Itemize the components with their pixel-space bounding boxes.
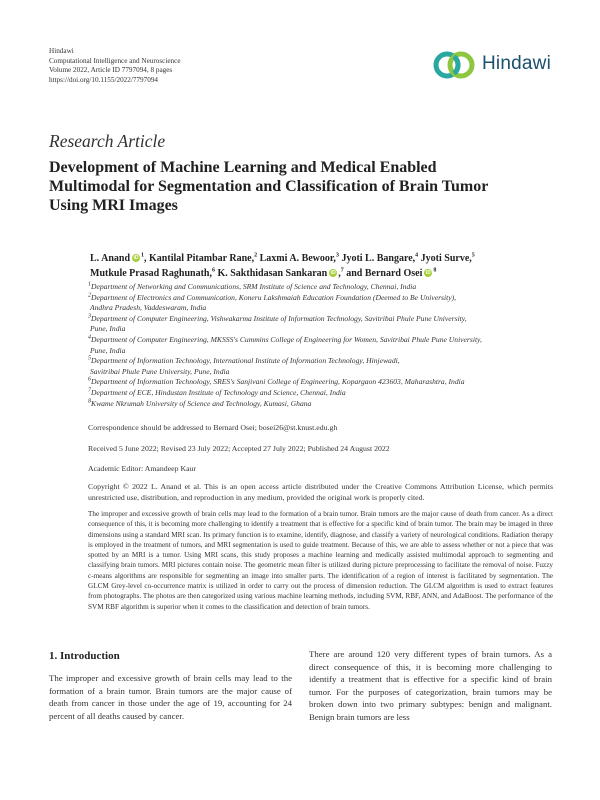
hindawi-logo-icon — [432, 47, 478, 83]
affiliation-3-cont: Pune, India — [90, 324, 126, 334]
body-column-left — [49, 672, 292, 722]
affiliation-num: 3 — [88, 313, 91, 320]
affiliation-8 — [88, 399, 568, 410]
author-sup: 2 — [254, 252, 258, 259]
author-line-1: L. Anand iD $^1$, Kantilal Pitambar Rane,$^2$ Laxmi A. Bewoor,$^3$ Jyoti L. Bangare,$^4$ Jyoti Surve,$^5$ — [90, 252, 475, 264]
affiliation-num: 2 — [88, 292, 91, 299]
orcid-icon[interactable]: iD — [133, 254, 139, 261]
author-sup: 8 — [433, 267, 437, 274]
publisher-name: Hindawi — [49, 47, 74, 55]
affiliation-text: Department of Information Technology, International Institute of Information Technology, Hinjewadi, — [91, 356, 400, 366]
affiliation-5-cont: Savitribai Phule Pune University, Pune, India — [90, 366, 230, 376]
author-sup: 4 — [415, 252, 419, 259]
body-column-right — [309, 648, 552, 723]
correspondence: Correspondence should be addressed to Bernard Osei; bosei26@st.knust.edu.gh — [88, 423, 338, 432]
author-sup: 6 — [211, 267, 215, 274]
body-paragraph: There are around 120 very different types of brain tumors. As a direct consequence of this, it is becoming more challenging to identify a treatment that is effective for a specific kind of brain tumor. For the purposes of categorization, brain tumors may be broken down into two primary subtypes: benign and malignant. Benign brain tumors are less — [309, 649, 552, 722]
affiliation-num: 7 — [88, 387, 91, 394]
affiliation-text: Department of Computer Engineering, MKSSS's Cummins College of Engineering for Women, Savitribai Phule Pune University, — [91, 334, 482, 344]
author-name: Laxmi A. Bewoor, — [259, 253, 336, 264]
author-list — [90, 251, 570, 281]
affiliation-7 — [88, 388, 568, 399]
affiliation-4-cont: Pune, India — [90, 345, 126, 355]
affiliation-text: Department of Electronics and Communication, Koneru Lakshmaiah Education Foundation (Deemed to Be University), — [91, 292, 457, 302]
affiliation-text: Department of Computer Engineering, Vishwakarma Institute of Information Technology, Savitribai Phule Pune University, — [91, 313, 467, 323]
affiliations — [88, 282, 568, 409]
author-line-2: Mutkule Prasad Raghunath,$^6$ K. Sakthidasan Sankaran iD ,$^7$ and Bernard Osei iD $^8$ — [90, 267, 437, 279]
section-heading: 1. Introduction — [49, 650, 120, 662]
affiliation-num: 8 — [88, 398, 91, 404]
affiliation-2 — [88, 293, 568, 304]
logo-text: Hindawi — [482, 53, 551, 74]
author-name: Mutkule Prasad Raghunath, — [90, 268, 212, 279]
doi-link[interactable]: https://doi.org/10.1155/2022/7797094 — [49, 75, 159, 84]
author-sup: 1 — [141, 252, 145, 259]
author-name: and Bernard Osei — [346, 268, 423, 279]
academic-editor: Academic Editor: Amandeep Kaur — [88, 464, 197, 473]
author-sup: 7 — [340, 267, 344, 274]
affiliation-text: Department of Networking and Communications, SRM Institute of Science and Technology, Chennai, India — [91, 282, 417, 291]
copyright-notice: Copyright © 2022 L. Anand et al. This is an open access article distributed under the Creative Commons Attribution License, which permits unrestricted use, distribution, and reproduction in any medium, provided the original work is properly cited. — [88, 482, 553, 502]
orcid-icon[interactable]: iD — [330, 269, 336, 276]
author-name: K. Sakthidasan Sankaran — [217, 268, 328, 279]
hindawi-logo[interactable] — [432, 47, 562, 83]
affiliation-text: Department of Information Technology, SRES's Sanjivani College of Engineering, Kopargaon 423603, Maharashtra, India — [91, 377, 465, 387]
affiliation-1 — [88, 282, 568, 293]
author-name: L. Anand — [90, 253, 131, 264]
paper-title — [49, 158, 569, 215]
title-line: Using MRI Images — [49, 197, 178, 214]
affiliation-num: 1 — [88, 281, 91, 288]
abstract-text: The improper and excessive growth of brain cells may lead to the formation of a brain tumor. Brain tumors are the major cause of death from cancer. As a direct consequence of this, it is becoming more challenging to identify a treatment that is effective for a specific kind of brain tumor. The brain may be imaged in three dimensions using a standard MRI scan. Its primary function is to examine, identify, diagnose, and classify a variety of neurological conditions. Radiation therapy is employed in the treatment of tumors, and MRI segmentation is used to guide treatment. Because of this, we are able to assess whether or not a piece that was spotted by an MRI is a tumor. Using MRI scans, this study proposes a machine learning and medically assisted multimodal approach to segmenting and classifying brain tumors. MRI pictures contain noise. The geometric mean filter is utilized during picture preprocessing to facilitate the removal of noise. Fuzzy c-means algorithms are responsible for segmenting an image into smaller parts. The identification of a region of interest is facilitated by segmentation. The GLCM Grey-level co-occurrence matrix is utilized in order to carry out the process of dimension reduction. The GLCM algorithm is used to extract features from photographs. The photos are then categorized using various machine learning methods, including SVM, RBF, ANN, and AdaBoost. The performance of the SVM RBF algorithm is superior when it comes to the classification and detection of brain tumors. — [88, 510, 553, 611]
journal-info — [49, 47, 181, 85]
affiliation-text: Department of ECE, Hindustan Institute of Technology and Science, Chennai, India — [91, 387, 346, 397]
abstract — [88, 509, 553, 612]
affiliation-6 — [88, 377, 568, 388]
journal-name: Computational Intelligence and Neuroscience — [49, 56, 181, 65]
title-line: Multimodal for Segmentation and Classification of Brain Tumor — [49, 178, 489, 195]
author-name: Jyoti Surve, — [420, 253, 472, 264]
author-sup: 5 — [471, 252, 475, 259]
orcid-icon[interactable]: iD — [425, 269, 431, 276]
author-name: Kantilal Pitambar Rane, — [149, 253, 255, 264]
publication-dates: Received 5 June 2022; Revised 23 July 2022; Accepted 27 July 2022; Published 24 August 2022 — [88, 444, 390, 453]
volume-info: Volume 2022, Article ID 7797094, 8 pages — [49, 66, 173, 75]
affiliation-4 — [88, 335, 568, 346]
affiliation-num: 6 — [88, 376, 91, 383]
affiliation-2-cont: Andhra Pradesh, Vaddeswaram, India — [90, 303, 207, 313]
article-type: Research Article — [49, 131, 166, 151]
affiliation-3 — [88, 314, 568, 325]
author-sup: 3 — [335, 252, 339, 259]
affiliation-num: 5 — [88, 355, 91, 362]
affiliation-text: Kwame Nkrumah University of Science and Technology, Kumasi, Ghana — [91, 398, 312, 408]
title-line: Development of Machine Learning and Medical Enabled — [49, 159, 437, 176]
author-name: Jyoti L. Bangare, — [341, 253, 416, 264]
body-paragraph: The improper and excessive growth of brain cells may lead to the formation of a brain tumor. Brain tumors are the major cause of death from cancer in those under the age of 19, accounting for 24 percent of all deaths caused by cancer. — [49, 673, 292, 721]
affiliation-num: 4 — [88, 334, 91, 341]
affiliation-5 — [88, 356, 568, 367]
